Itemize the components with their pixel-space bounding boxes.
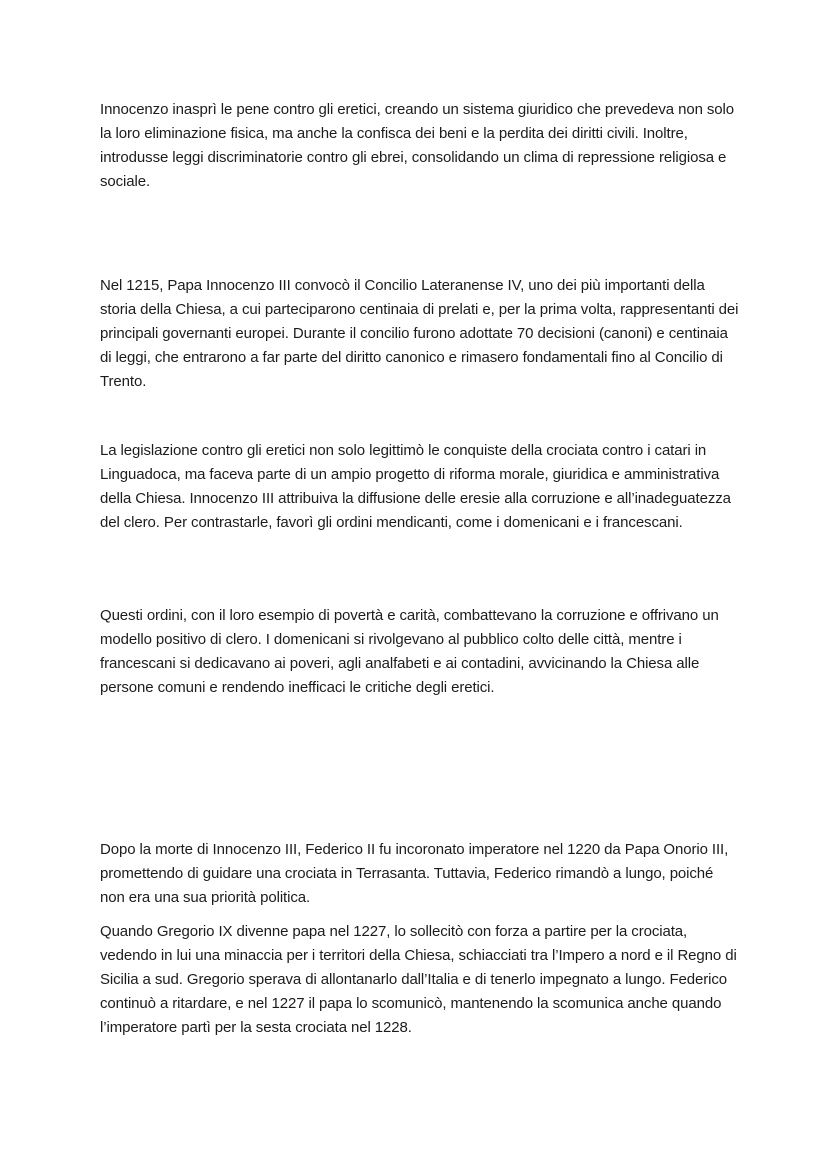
paragraph-mendicant-orders: Questi ordini, con il loro esempio di povertà e carità, combattevano la corruzione e offrivano un modello positivo di clero. I domenicani si rivolgevano al pubblico colto delle città, mentre i francescani si dedicavano ai poveri, agli analfabeti e ai contadini, avvicinando la Chiesa alle persone comuni e rendendo inefficaci le critiche degli eretici. [100, 607, 719, 696]
paragraph-gregory-excommunication: Quando Gregorio IX divenne papa nel 1227, lo sollecitò con forza a partire per la crociata, vedendo in lui una minaccia per i territori della Chiesa, schiacciati tra l’Impero a nord e il Regno di Sicilia a sud. Gregorio sperava di allontanarlo dall’Italia e di tenerlo impegnato a lungo. Federico continuò a ritardare, e nel 1227 il papa lo scomunicò, mantenendo la scomunica anche quando l’imperatore partì per la sesta crociata nel 1228. [100, 923, 737, 1036]
paragraph-frederick-crowned: Dopo la morte di Innocenzo III, Federico II fu incoronato imperatore nel 1220 da Papa Onorio III, promettendo di guidare una crociata in Terrasanta. Tuttavia, Federico rimandò a lungo, poiché non era una sua priorità politica. [100, 841, 729, 906]
paragraph-lateran-council: Nel 1215, Papa Innocenzo III convocò il Concilio Lateranense IV, uno dei più importanti della storia della Chiesa, a cui parteciparono centinaia di prelati e, per la prima volta, rappresentanti dei principali governanti europei. Durante il concilio furono adottate 70 decisioni (canoni) e centinaia di leggi, che entrarono a far parte del diritto canonico e rimasero fondamentali fino al Concilio di Trento. [100, 277, 739, 390]
paragraph-heretics-penalties: Innocenzo inasprì le pene contro gli eretici, creando un sistema giuridico che prevedeva non solo la loro eliminazione fisica, ma anche la confisca dei beni e la perdita dei diritti civili. Inoltre, introdusse leggi discriminatorie contro gli ebrei, consolidando un clima di repressione religiosa e sociale. [100, 101, 735, 190]
paragraph-legislation-reform: La legislazione contro gli eretici non solo legittimò le conquiste della crociata contro i catari in Linguadoca, ma faceva parte di un ampio progetto di riforma morale, giuridica e amministrativa della Chiesa. Innocenzo III attribuiva la diffusione delle eresie alla corruzione e all’inadeguatezza del clero. Per contrastarle, favorì gli ordini mendicanti, come i domenicani e i francescani. [100, 442, 731, 531]
